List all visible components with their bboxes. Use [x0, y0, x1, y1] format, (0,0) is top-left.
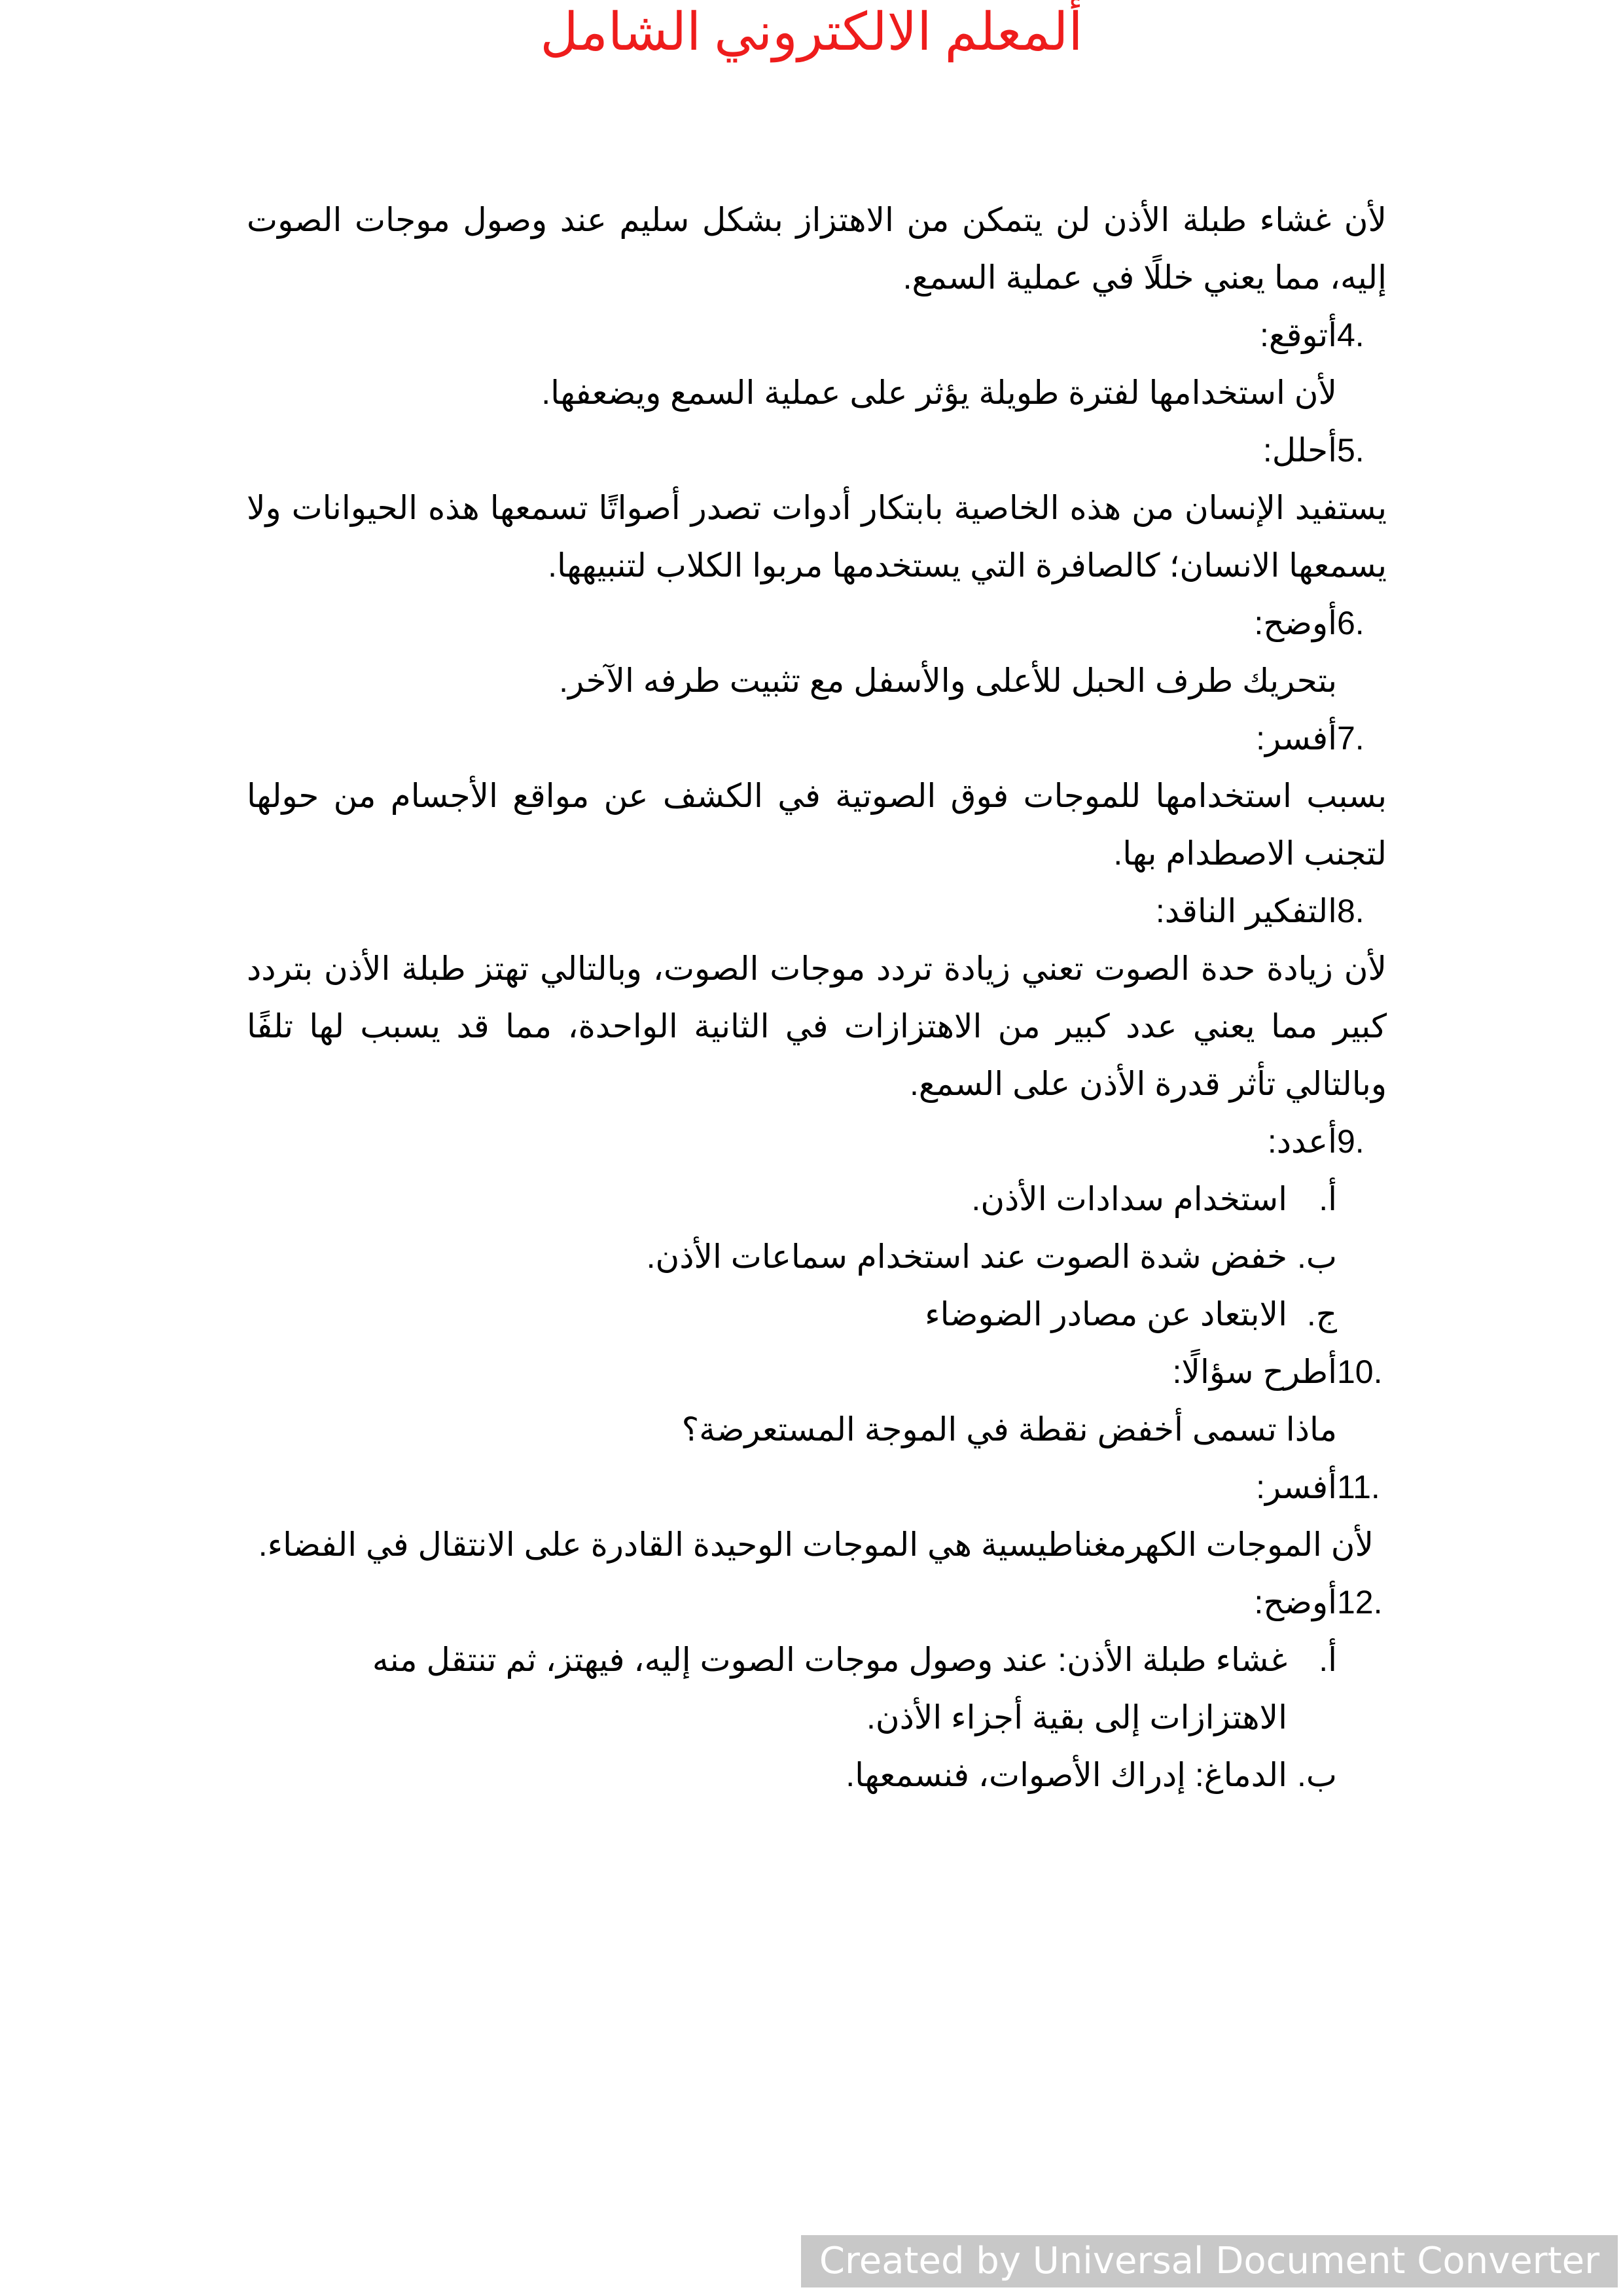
list-item-marker: أ. — [1319, 1641, 1337, 1678]
list-item-marker: أ. — [1319, 1181, 1337, 1217]
question-number: 6. — [1337, 605, 1364, 641]
intro-answer: لأن غشاء طبلة الأذن لن يتمكن من الاهتزاز بشكل سليم عند وصول موجات الصوت إليه، مما يعني خللًا في عملية السمع. — [247, 202, 1387, 296]
list-item-text: الدماغ: إدراك الأصوات، فنسمعها. — [846, 1757, 1287, 1793]
question-label: أفسر: — [1256, 1469, 1337, 1505]
answer-list — [247, 1170, 1387, 1343]
list-item-text: خفض شدة الصوت عند استخدام سماعات الأذن. — [646, 1238, 1287, 1275]
question-number: 11. — [1337, 1469, 1380, 1505]
question-number: 10. — [1337, 1354, 1383, 1390]
question-block — [247, 1573, 1387, 1804]
question-heading — [247, 1343, 1387, 1401]
list-item — [247, 1285, 1387, 1343]
question-block — [247, 882, 1387, 1113]
answer-list — [247, 1631, 1387, 1804]
question-heading — [247, 1113, 1387, 1170]
question-heading — [247, 422, 1387, 479]
question-label: أعدد: — [1267, 1123, 1337, 1160]
question-answer: بتحريك طرف الحبل للأعلى والأسفل مع تثبيت طرفه الآخر. — [559, 662, 1337, 699]
question-answer: لأن الموجات الكهرمغناطيسية هي الموجات الوحيدة القادرة على الانتقال في الفضاء. — [258, 1526, 1374, 1563]
list-item — [247, 1170, 1387, 1228]
question-number: 5. — [1337, 432, 1364, 469]
question-answer: لأن زيادة حدة الصوت تعني زيادة تردد موجات الصوت، وبالتالي تهتز طبلة الأذن بتردد كبير مما يعني عدد كبير من الاهتزازات في الثانية الواحدة، مما قد يسبب لها تلفًا وبالتالي تأثر قدرة الأذن على السمع. — [247, 950, 1387, 1102]
question-heading — [247, 306, 1387, 364]
question-block — [247, 1113, 1387, 1343]
list-item-marker: ب. — [1297, 1757, 1337, 1793]
question-heading — [247, 1458, 1387, 1516]
question-label: أحلل: — [1262, 432, 1337, 469]
question-number: 7. — [1337, 720, 1364, 757]
question-number: 9. — [1337, 1123, 1364, 1160]
list-item-marker: ب. — [1297, 1238, 1337, 1275]
list-item-text: غشاء طبلة الأذن: عند وصول موجات الصوت إليه، فيهتز، ثم تنتقل منه الاهتزازات إلى بقية أجزاء الأذن. — [372, 1641, 1287, 1736]
question-label: أطرح سؤالًا: — [1172, 1354, 1337, 1390]
list-item — [247, 1631, 1387, 1746]
question-label: أفسر: — [1256, 720, 1337, 757]
question-answer: يستفيد الإنسان من هذه الخاصية بابتكار أدوات تصدر أصواتًا تسمعها هذه الحيوانات ولا يسمعها الانسان؛ كالصافرة التي يستخدمها مربوا الكلاب لتنبيهها. — [247, 490, 1387, 584]
question-number: 12. — [1337, 1584, 1383, 1621]
question-heading — [247, 709, 1387, 767]
question-block — [247, 1458, 1387, 1573]
question-label: أتوقع: — [1259, 317, 1337, 353]
list-item-text: استخدام سدادات الأذن. — [971, 1181, 1287, 1217]
question-heading — [247, 594, 1387, 652]
question-number: 4. — [1337, 317, 1364, 353]
question-label: أوضح: — [1254, 605, 1337, 641]
answer-sheet — [247, 191, 1387, 1804]
question-heading — [247, 882, 1387, 940]
list-item — [247, 1746, 1387, 1804]
question-block — [247, 422, 1387, 594]
question-block — [247, 306, 1387, 422]
page-title: ألمعلم الالكتروني الشامل — [540, 4, 1083, 62]
question-label: التفكير الناقد: — [1155, 893, 1337, 929]
question-block — [247, 709, 1387, 882]
list-item — [247, 1228, 1387, 1285]
question-answer: لأن استخدامها لفترة طويلة يؤثر على عملية السمع ويضعفها. — [541, 374, 1337, 411]
question-number: 8. — [1337, 893, 1364, 929]
question-block — [247, 1343, 1387, 1458]
converter-watermark: Created by Universal Document Converter — [801, 2235, 1618, 2287]
list-item-marker: ج. — [1306, 1296, 1337, 1333]
question-answer: بسبب استخدامها للموجات فوق الصوتية في الكشف عن مواقع الأجسام من حولها لتجنب الاصطدام بها. — [247, 778, 1387, 872]
question-block — [247, 594, 1387, 709]
question-heading — [247, 1573, 1387, 1631]
list-item-text: الابتعاد عن مصادر الضوضاء — [925, 1296, 1287, 1333]
question-label: أوضح: — [1254, 1584, 1337, 1621]
question-answer: ماذا تسمى أخفض نقطة في الموجة المستعرضة؟ — [681, 1411, 1337, 1448]
